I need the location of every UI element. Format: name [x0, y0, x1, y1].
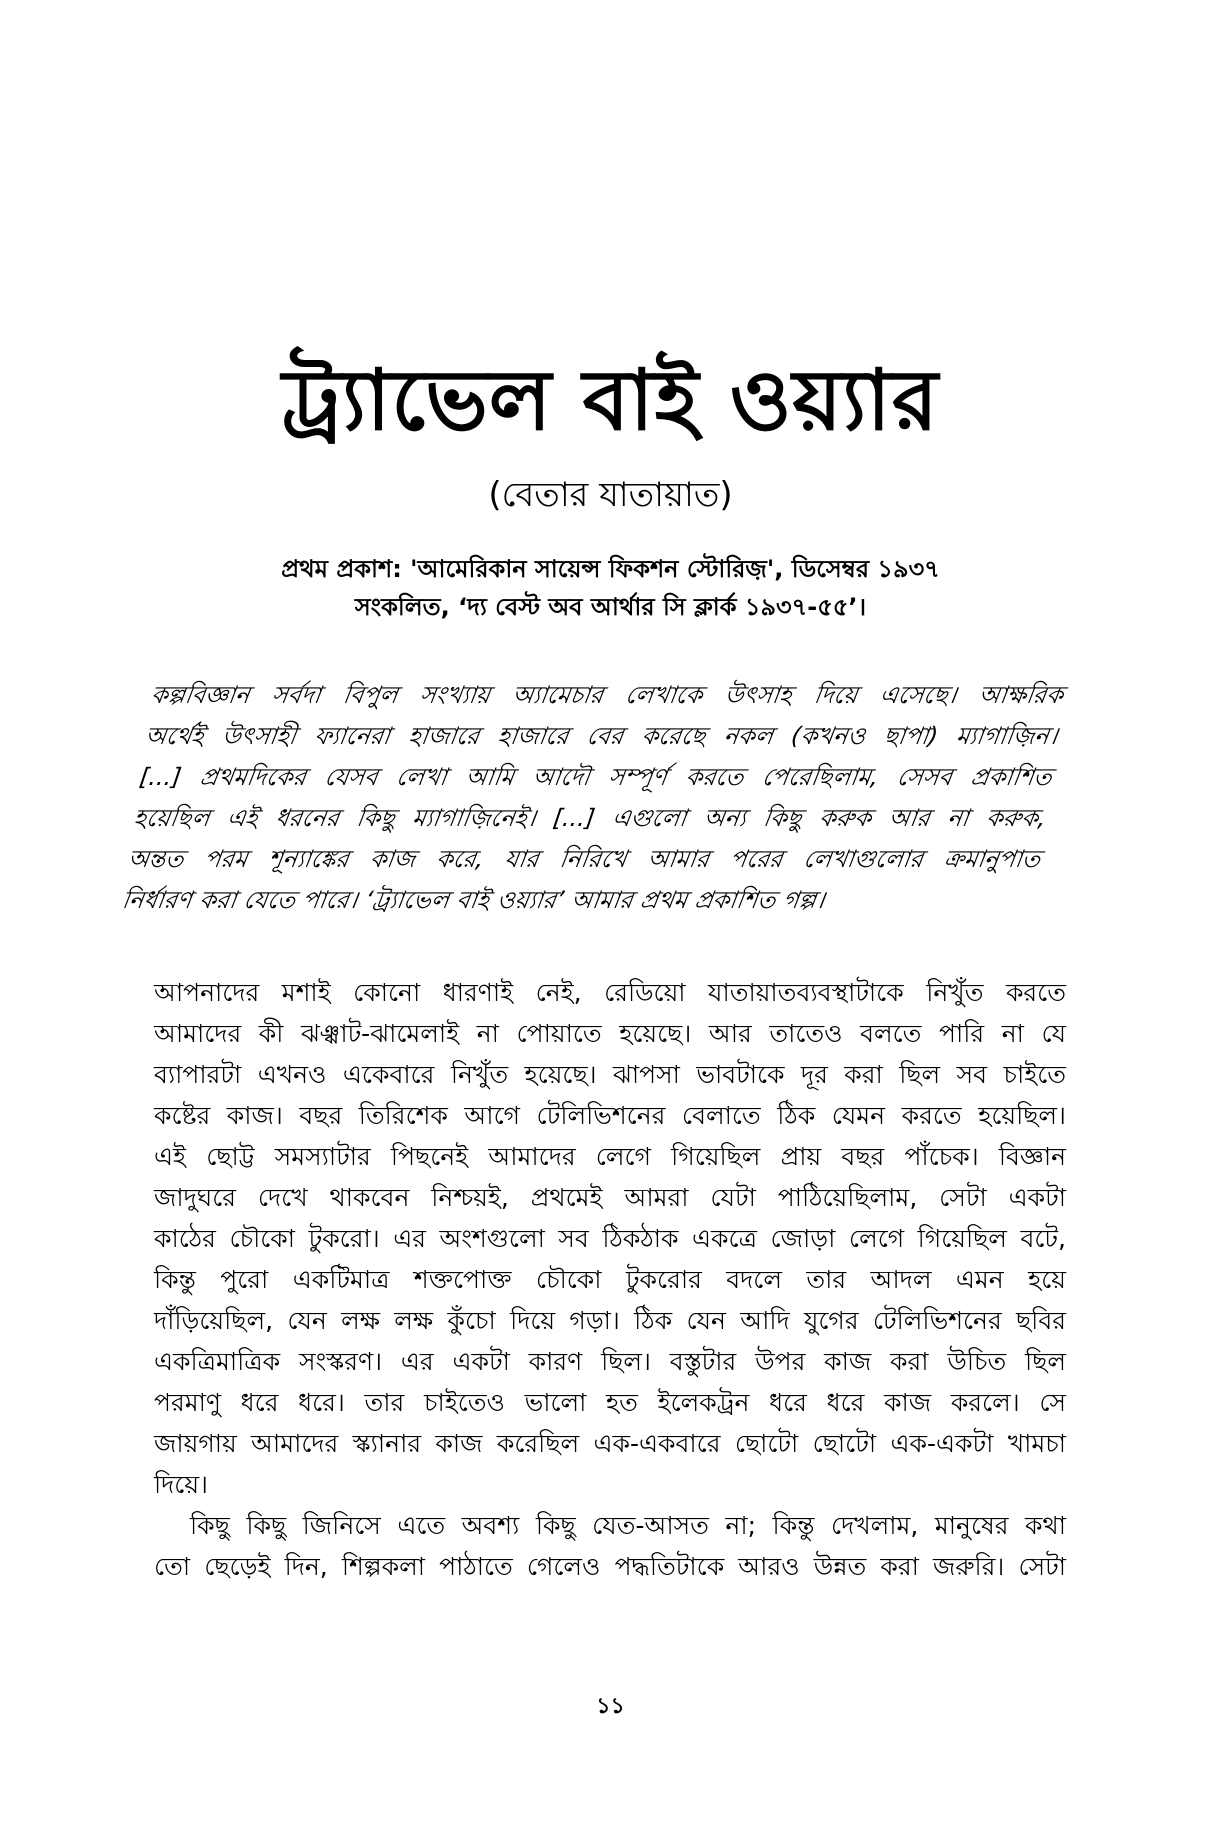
body-line: একত্রিমাত্রিক সংস্করণ। এর একটা কারণ ছিল। বস্তুটার উপর কাজ করা উচিত ছিল: [154, 1347, 1066, 1376]
body-line: কিছু কিছু জিনিসে এতে অবশ্য কিছু যেত-আসত না; কিন্তু দেখলাম, মানুষের কথা: [190, 1511, 1066, 1540]
author-epigraph: [119, 675, 1066, 921]
body-line: পরমাণু ধরে ধরে। তার চাইতেও ভালো হত ইলেকট্রন ধরে ধরে কাজ করলে। সে: [154, 1388, 1066, 1417]
page-number: ১১: [596, 1694, 625, 1719]
story-title: ট্র্যাভেল বাই ওয়্যার: [282, 351, 939, 449]
body-line: জাদুঘরে দেখে থাকবেন নিশ্চয়ই, প্রথমেই আমরা যেটা পাঠিয়েছিলাম, সেটা একটা: [154, 1183, 1066, 1212]
epigraph-line: [...] প্রথমদিকের যেসব লেখা আমি আদৌ সম্পূর্ণ করতে পেরেছিলাম, সেসব প্রকাশিত: [137, 763, 1054, 791]
story-subtitle: (বেতার যাতায়াত): [488, 475, 733, 515]
body-line: আমাদের কী ঝঞ্ঝাট-ঝামেলাই না পোয়াতে হয়েছে। আর তাতেও বলতে পারি না যে: [154, 1019, 1066, 1048]
publication-info: [0, 550, 1221, 626]
body-line: আপনাদের মশাই কোনো ধারণাই নেই, রেডিয়ো যাতায়াতব্যবস্থাটাকে নিখুঁত করতে: [154, 978, 1066, 1007]
body-line: এই ছোট্ট সমস্যাটার পিছনেই আমাদের লেগে গিয়েছিল প্রায় বছর পাঁচেক। বিজ্ঞান: [154, 1142, 1066, 1171]
story-body: [154, 972, 1066, 1587]
epigraph-line: অর্থেই উৎসাহী ফ্যানেরা হাজারে হাজারে বের করেছে নকল (কখনও ছাপা) ম্যাগাজ়িন।: [143, 722, 1060, 750]
epigraph-line: হয়েছিল এই ধরনের কিছু ম্যাগাজ়িনেই। [...] এগুলো অন্য কিছু করুক আর না করুক,: [131, 804, 1048, 832]
publication-info-line-1: প্রথম প্রকাশ: 'আমেরিকান সায়েন্স ফিকশন স্টোরিজ়', ডিসেম্বর ১৯৩৭: [281, 555, 940, 583]
body-line: তো ছেড়েই দিন, শিল্পকলা পাঠাতে গেলেও পদ্ধতিটাকে আরও উন্নত করা জরুরি। সেটা: [154, 1552, 1066, 1581]
epigraph-line: অন্তত পরম শূন্যাঙ্কের কাজ করে, যার নিরিখে আমার পরের লেখাগুলোর ক্রমানুপাত: [126, 845, 1043, 873]
body-line: দাঁড়িয়েছিল, যেন লক্ষ লক্ষ কুঁচো দিয়ে গড়া। ঠিক যেন আদি যুগের টেলিভিশনের ছবির: [154, 1306, 1066, 1335]
body-line: কাঠের চৌকো টুকরো। এর অংশগুলো সব ঠিকঠাক একত্রে জোড়া লেগে গিয়েছিল বটে,: [154, 1224, 1066, 1253]
body-line: জায়গায় আমাদের স্ক্যানার কাজ করেছিল এক-একবারে ছোটো ছোটো এক-একটা খামচা: [154, 1429, 1066, 1458]
body-line: কিন্তু পুরো একটিমাত্র শক্তপোক্ত চৌকো টুকরোর বদলে তার আদল এমন হয়ে: [154, 1265, 1066, 1294]
body-line: কষ্টের কাজ। বছর তিরিশেক আগে টেলিভিশনের বেলাতে ঠিক যেমন করতে হয়েছিল।: [154, 1101, 1066, 1130]
publication-info-line-2: সংকলিত, ‘দ্য বেস্ট অব আর্থার সি ক্লার্ক ১৯৩৭-৫৫’।: [354, 593, 867, 621]
epigraph-line: কল্পবিজ্ঞান সর্বদা বিপুল সংখ্যায় অ্যামেচার লেখাকে উৎসাহ দিয়ে এসেছে। আক্ষরিক: [149, 681, 1066, 709]
epigraph-line: নির্ধারণ করা যেতে পারে। ‘ট্র্যাভেল বাই ওয়্যার’ আমার প্রথম প্রকাশিত গল্প।: [120, 886, 827, 914]
body-line: ব্যাপারটা এখনও একেবারে নিখুঁত হয়েছে। ঝাপসা ভাবটাকে দূর করা ছিল সব চাইতে: [154, 1060, 1067, 1089]
body-line: দিয়ে।: [154, 1470, 208, 1499]
